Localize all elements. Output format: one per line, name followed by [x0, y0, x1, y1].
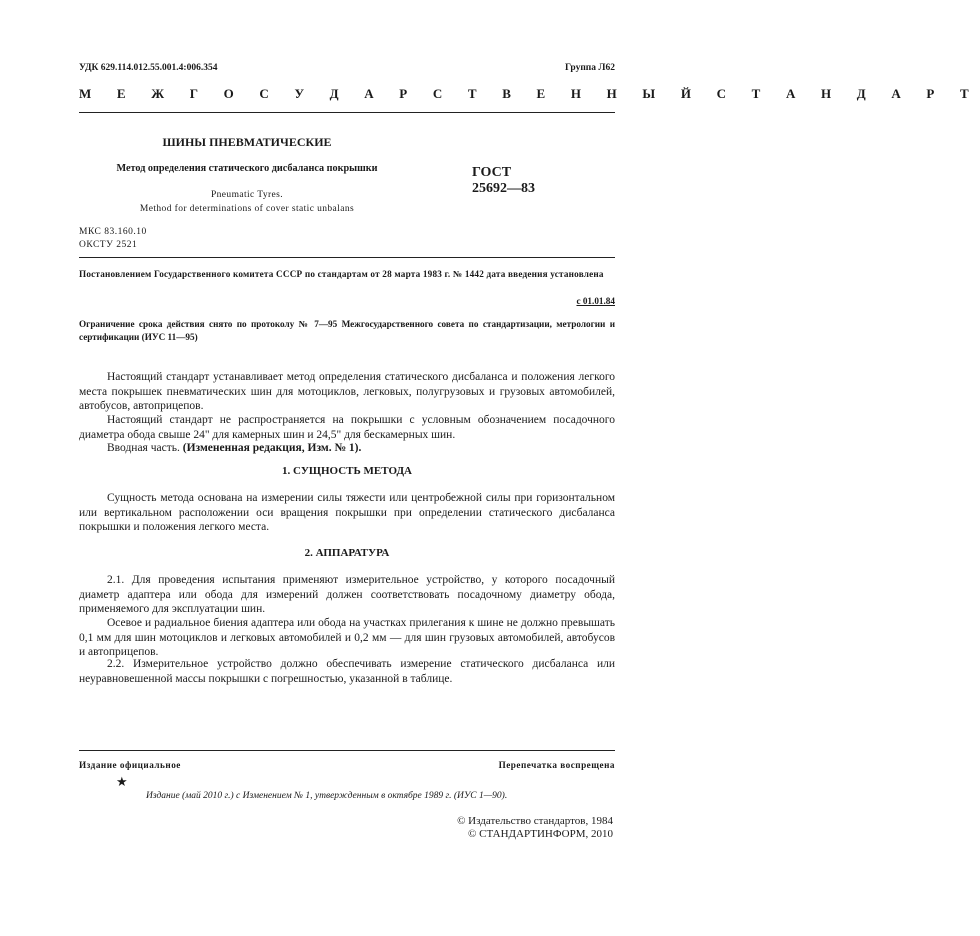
standard-subtitle: Метод определения статического дисбаланса покрышки: [116, 163, 378, 174]
restriction-note: Ограничение срока действия снято по протоколу № 7—95 Межгосударственного совета по стандартизации, метрологии и сертификации (ИУС 11—95): [79, 319, 615, 342]
copyright-publisher: © Издательство стандартов, 1984: [457, 815, 613, 827]
section-2-paragraph-1: 2.1. Для проведения испытания применяют измерительное устройство, у которого посадочный диаметр адаптера или обода для измерений должен соответствовать посадочному диаметру обода, применяемого для эксплуатации шин.: [79, 574, 615, 615]
interstate-standard-banner: М Е Ж Г О С У Д А Р С Т В Е Н Н Ы Й С Т А Н Д А Р Т: [79, 86, 980, 101]
udk-code: УДК 629.114.012.55.001.4:006.354: [79, 63, 218, 73]
mks-code: МКС 83.160.10: [79, 227, 147, 237]
intro-paragraph-1: Настоящий стандарт устанавливает метод определения статического дисбаланса и положения легкого места покрышек пневматических шин для мотоциклов, легковых, полугрузовых и грузовых автомобилей, автобусов, автоприцепов.: [79, 371, 615, 412]
edition-note: Издание (май 2010 г.) с Изменением № 1, утвержденным в октябре 1989 г. (ИУС 1—90).: [146, 791, 508, 801]
reprint-prohibited-label: Перепечатка воспрещена: [498, 760, 615, 770]
footer-rule: [79, 750, 615, 751]
english-title-line1: Pneumatic Tyres.: [210, 190, 284, 200]
english-title-line2: Method for determinations of cover static unbalans: [139, 204, 355, 214]
group-code: Группа Л62: [564, 63, 615, 73]
gost-label: ГОСТ: [472, 165, 512, 180]
section-1-title: 1. СУЩНОСТЬ МЕТОДА: [282, 465, 412, 477]
section-2-paragraph-3: 2.2. Измерительное устройство должно обеспечивать измерение статического дисбаланса или неуравновешенной массы покрышки с погрешностью, указанной в таблице.: [79, 658, 615, 685]
standard-title: ШИНЫ ПНЕВМАТИЧЕСКИЕ: [162, 135, 332, 149]
section-2-paragraph-2: Осевое и радиальное биения адаптера или обода на участках прилегания к шине не должно превышать 0,1 мм для шин мотоциклов и легковых автомобилей и 0,2 мм — для шин грузовых автомобилей, автобусов и автоприцепов.: [79, 617, 615, 658]
header-rule: [79, 112, 615, 113]
effective-date: с 01.01.84: [576, 296, 615, 306]
okstu-code: ОКСТУ 2521: [79, 240, 138, 250]
copyright-standartinform: © СТАНДАРТИНФОРМ, 2010: [468, 828, 613, 840]
star-icon: ★: [116, 774, 128, 789]
intro-paragraph-2: Настоящий стандарт не распространяется на покрышки с условным обозначением посадочного диаметра обода свыше 24" для камерных шин и 24,5" для бескамерных шин.: [79, 414, 615, 441]
section-1-paragraph: Сущность метода основана на измерении силы тяжести или центробежной силы при горизонтальном или вертикальном расположении оси вращения покрышки при определении статического дисбаланса покрышки и положения легкого места.: [79, 492, 615, 533]
official-edition-label: Издание официальное: [79, 760, 181, 770]
codes-rule: [79, 257, 615, 258]
gost-number: 25692—83: [472, 181, 535, 196]
decree-text: Постановлением Государственного комитета СССР по стандартам от 28 марта 1983 г. № 1442 дата введения установлена: [79, 269, 604, 279]
intro-paragraph-3: Вводная часть. (Измененная редакция, Изм. № 1).: [107, 442, 362, 454]
section-2-title: 2. АППАРАТУРА: [304, 547, 390, 559]
